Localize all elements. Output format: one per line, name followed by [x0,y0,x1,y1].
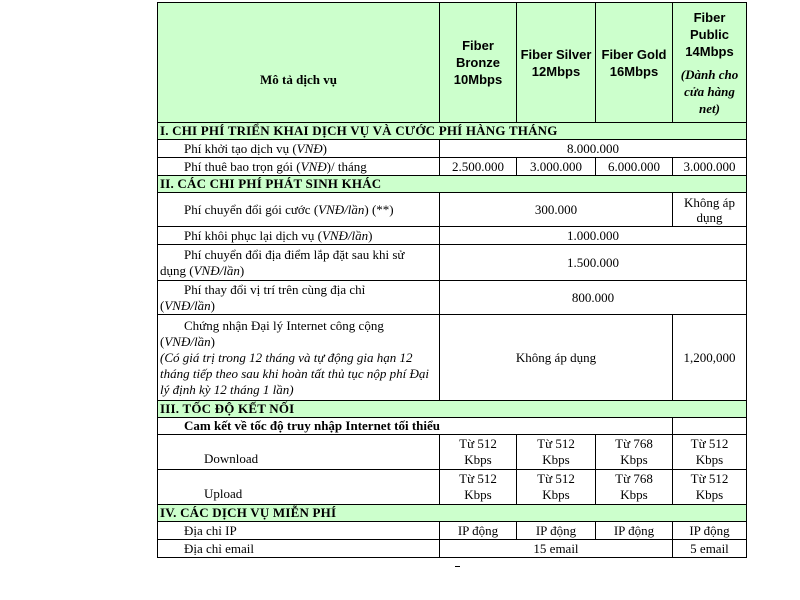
plan-public-note: (Dành cho cửa hàng net) [680,66,739,116]
description-header: Mô tả dịch vụ [158,3,440,123]
download-gold: Từ 768 Kbps [596,435,673,470]
section-3-row [158,401,747,418]
setup-fee-value: 8.000.000 [440,140,747,158]
table-row [158,281,747,315]
ip-silver: IP động [517,522,596,540]
ip-bronze: IP động [440,522,517,540]
page-tick-mark [455,566,460,567]
move-fee-label [158,281,440,315]
download-silver: Từ 512 Kbps [517,435,596,470]
table-row [158,540,747,558]
speed-commit-label: Cam kết về tốc độ truy nhập Internet tối thiểu [158,418,673,435]
agent-cert-label [158,315,440,401]
speed-commit-empty [673,418,747,435]
ip-public: IP động [673,522,747,540]
subscription-fee-label: Phí thuê bao trọn gói (VNĐ)/ tháng [158,158,440,176]
ip-gold: IP động [596,522,673,540]
table-row [158,245,747,281]
section-4-title: IV. CÁC DỊCH VỤ MIỄN PHÍ [158,505,747,522]
subscription-fee-silver: 3.000.000 [517,158,596,176]
table-row [158,140,747,158]
move-fee-line1: Phí thay đổi vị trí trên cùng địa chỉ [184,281,366,297]
agent-cert-value: Không áp dụng [440,315,673,401]
table-row [158,418,747,435]
section-2-row [158,176,747,193]
table-row [158,158,747,176]
section-2-title: II. CÁC CHI PHÍ PHÁT SINH KHÁC [158,176,747,193]
service-pricing-table [157,2,747,558]
plan-header-public [673,3,747,123]
move-fee-line2: (VNĐ/lần) [160,297,215,313]
ip-label: Địa chỉ IP [158,522,440,540]
agent-cert-public: 1,200,000 [673,315,747,401]
section-1-row [158,123,747,140]
subscription-fee-public: 3.000.000 [673,158,747,176]
restore-fee-label: Phí khôi phục lại dịch vụ (VNĐ/lần) [158,227,440,245]
table-row [158,193,747,227]
upload-label: Upload [158,470,440,505]
relocate-fee-line2: dụng (VNĐ/lần) [160,262,245,278]
email-value: 15 email [440,540,673,558]
upload-gold: Từ 768 Kbps [596,470,673,505]
header-row [158,3,747,123]
relocate-fee-value: 1.500.000 [440,245,747,281]
setup-fee-label: Phí khởi tạo dịch vụ (VNĐ) [158,140,440,158]
table-row [158,435,747,470]
subscription-fee-bronze: 2.500.000 [440,158,517,176]
table-row [158,315,747,401]
change-plan-fee-public: Không áp dụng [673,193,747,227]
upload-public: Từ 512 Kbps [673,470,747,505]
move-fee-value: 800.000 [440,281,747,315]
restore-fee-value: 1.000.000 [440,227,747,245]
table-row [158,470,747,505]
relocate-fee-line1: Phí chuyển đổi địa điểm lắp đặt sau khi sử [184,246,405,262]
download-public: Từ 512 Kbps [673,435,747,470]
table-row [158,227,747,245]
agent-cert-note: (Có giá trị trong 12 tháng và tự động gia hạn 12 tháng tiếp theo sau khi hoàn tất thủ tục nộp phí Đại lý định kỳ 12 tháng 1 lần) [160,349,430,397]
section-1-title: I. CHI PHÍ TRIỂN KHAI DỊCH VỤ VÀ CƯỚC PHÍ HÀNG THÁNG [158,123,747,140]
subscription-fee-gold: 6.000.000 [596,158,673,176]
section-4-row [158,505,747,522]
email-label: Địa chỉ email [158,540,440,558]
plan-header-silver: Fiber Silver 12Mbps [517,3,596,123]
agent-cert-line1: Chứng nhận Đại lý Internet công cộng [184,317,384,333]
upload-silver: Từ 512 Kbps [517,470,596,505]
download-label: Download [158,435,440,470]
table-row [158,522,747,540]
agent-cert-line2: (VNĐ/lần) [160,333,215,349]
change-plan-fee-value: 300.000 [440,193,673,227]
section-3-title: III. TỐC ĐỘ KẾT NỐI [158,401,747,418]
relocate-fee-label [158,245,440,281]
upload-bronze: Từ 512 Kbps [440,470,517,505]
plan-header-gold: Fiber Gold 16Mbps [596,3,673,123]
email-public: 5 email [673,540,747,558]
plan-public-name: Fiber Public 14Mbps [685,9,734,59]
plan-header-bronze: Fiber Bronze 10Mbps [440,3,517,123]
change-plan-fee-label: Phí chuyển đổi gói cước (VNĐ/lần) (**) [158,193,440,227]
download-bronze: Từ 512 Kbps [440,435,517,470]
